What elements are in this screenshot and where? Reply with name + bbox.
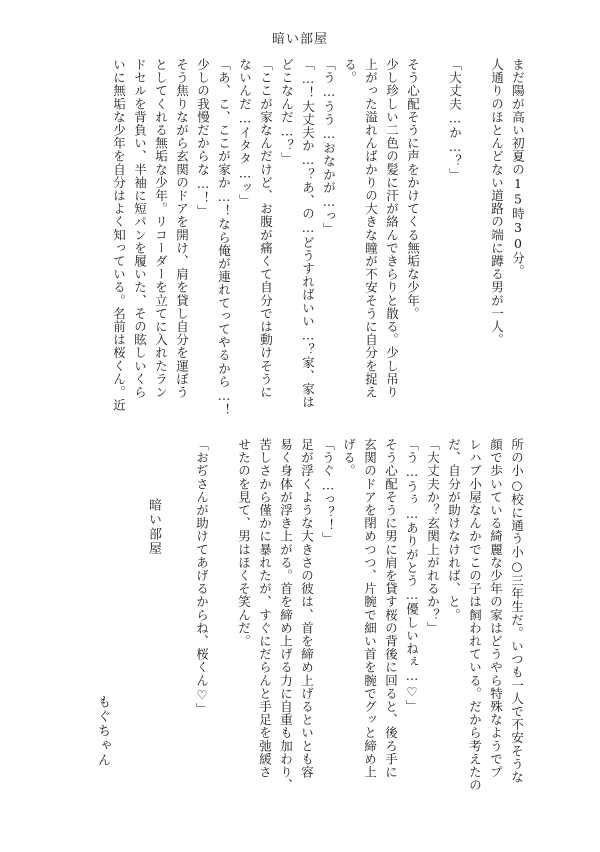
text-line: 人通りのほとんどない道路の端に蹲る男が一人。 — [489, 58, 505, 347]
text-line: 少しの我慢だからな…！」 — [195, 58, 211, 218]
text-line: そう心配そうに男に肩を貸す桜の背後に回ると、後ろ手に — [383, 438, 399, 779]
text-line: そう心配そうに声をかけてくる無垢な少年。 — [405, 58, 421, 320]
text-line: る。 — [342, 58, 358, 85]
text-line: 易く身体が浮き上がる。首を締め上げる力に自重も加わり、 — [278, 438, 294, 792]
text-line: 「大丈夫…か…？」 — [447, 58, 463, 181]
text-line: ドセルを背負い、半袖に短パンを履いた、その眩しいくら — [132, 58, 148, 399]
text-line: 「おぢさんが助けてあげるからね、桜くん♡」 — [194, 438, 210, 716]
text-line: 上がった溢れんばかりの大きな瞳が不安そうに自分を捉え — [363, 58, 379, 399]
text-line: レハブ小屋なんかでこの子は飼われている。だから考えたの — [467, 438, 483, 792]
text-line: 少し珍しい二色の髪に汗が絡んできらりと散る。少し吊り — [384, 58, 400, 399]
text-line: 「ここが家なんだけど、お腹が痛くて自分では動けそうに — [258, 58, 274, 399]
page-title: 暗い部屋 — [271, 32, 328, 47]
text-line: どこなんだ…？」 — [279, 58, 295, 166]
text-line: 「…！大丈夫か…？あ、の…どうすればいい…？家、家は — [300, 58, 316, 409]
text-line: 「う…うぅ…ありがとう…優しいねぇ…♡」 — [404, 438, 420, 713]
text-line: だ、自分が助けなければ、と。 — [446, 438, 462, 622]
text-line: 足が浮くような大きさの彼は、首を締め上げるといとも容 — [299, 438, 315, 779]
text-line: 「あ、こ、ここが家か…！なら俺が連れてってやるから…！ — [216, 58, 232, 417]
text-line: 玄関のドアを閉めつつ、片腕で細い首を腕でグッと締め上 — [362, 438, 378, 779]
text-line: げる。 — [341, 438, 357, 478]
text-line: 所の小○校に通う小○三年生だ。いつも一人で不安そうな — [509, 438, 525, 784]
text-line: としてくれる無垢な少年。リコーダーを立てに入れたラン — [153, 58, 169, 399]
text-line: そう焦りながら玄関のドアを開け、肩を貸し自分を運ぼう — [174, 58, 190, 399]
text-line: 「うぐ…っ？！」 — [320, 438, 336, 546]
text-line: 「大丈夫か？玄関上がれるか？」 — [425, 438, 441, 635]
text-line: いに無垢な少年を自分はよく知っている。名前は桜くん。近 — [111, 58, 127, 412]
author-name: もぐちゃん — [95, 695, 110, 768]
text-line: せたのを見て、男はほくそ笑んだ。 — [236, 438, 252, 648]
text-line: 顔で歩いている綺麗な少年の家はどうやら特殊なようでプ — [488, 438, 504, 779]
text-line: まだ陽が高い初夏の15時30分。 — [510, 58, 526, 278]
text-line: ないんだ…イタタ…ッ」 — [237, 58, 253, 208]
text-line: 苦しさから僅かに暴れたが、すぐにだらんと手足を弛緩さ — [257, 438, 273, 779]
section-title: 暗い部屋 — [146, 498, 161, 556]
text-line: 「う…うう…おなかが…っ」 — [321, 58, 337, 236]
